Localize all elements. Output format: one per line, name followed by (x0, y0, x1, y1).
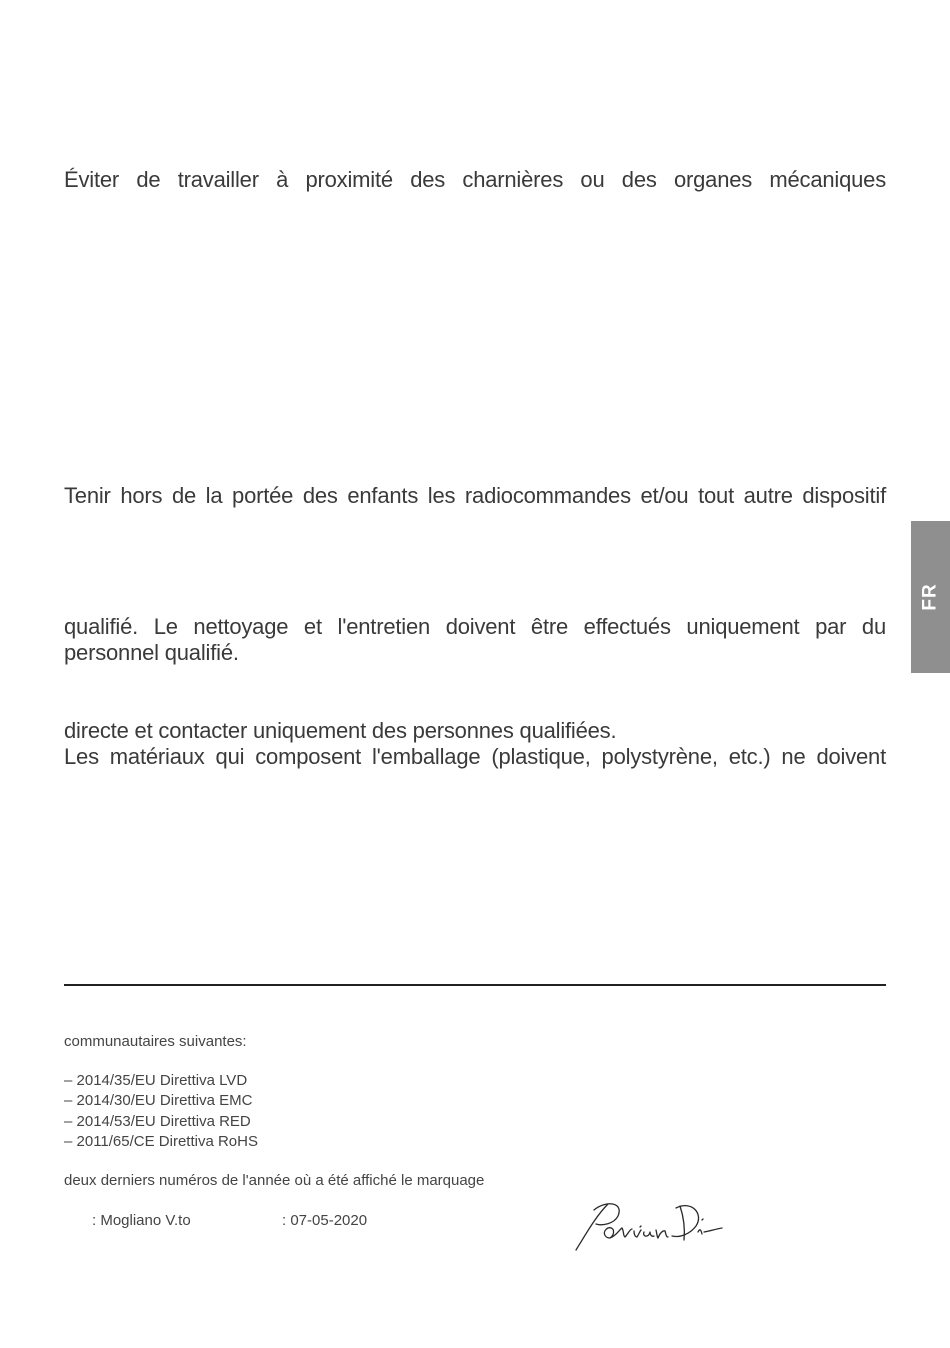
language-tab (911, 521, 950, 673)
directive-item: – 2014/53/EU Direttiva RED (64, 1113, 251, 1130)
paragraph-packaging-materials: Les matériaux qui composent l'emballage (plastique, polystyrène, etc.) ne doivent (64, 744, 886, 769)
declaration-intro: communautaires suivantes: (64, 1033, 247, 1050)
paragraph-cleaning-line-2: personnel qualifié. (64, 640, 239, 665)
paragraph-qualified-persons: directe et contacter uniquement des personnes qualifiées. (64, 718, 617, 743)
directive-item: – 2011/65/CE Direttiva RoHS (64, 1133, 258, 1150)
directive-item: – 2014/35/EU Direttiva LVD (64, 1072, 248, 1089)
language-tab-label: FR (919, 583, 941, 611)
marking-note: deux derniers numéros de l'année où a été affiché le marquage (64, 1172, 485, 1189)
paragraph-hinges-warning: Éviter de travailler à proximité des charnières ou des organes mécaniques (64, 167, 886, 192)
paragraph-children-warning: Tenir hors de la portée des enfants les radiocommandes et/ou tout autre dispositif (64, 483, 886, 508)
declaration-date: : 07-05-2020 (282, 1212, 368, 1229)
handwritten-signature (572, 1198, 728, 1256)
paragraph-cleaning-line-1: qualifié. Le nettoyage et l'entretien doivent être effectués uniquement par du (64, 614, 886, 639)
directive-item: – 2014/30/EU Direttiva EMC (64, 1092, 253, 1109)
declaration-place: : Mogliano V.to (92, 1212, 191, 1229)
section-divider (64, 984, 886, 986)
